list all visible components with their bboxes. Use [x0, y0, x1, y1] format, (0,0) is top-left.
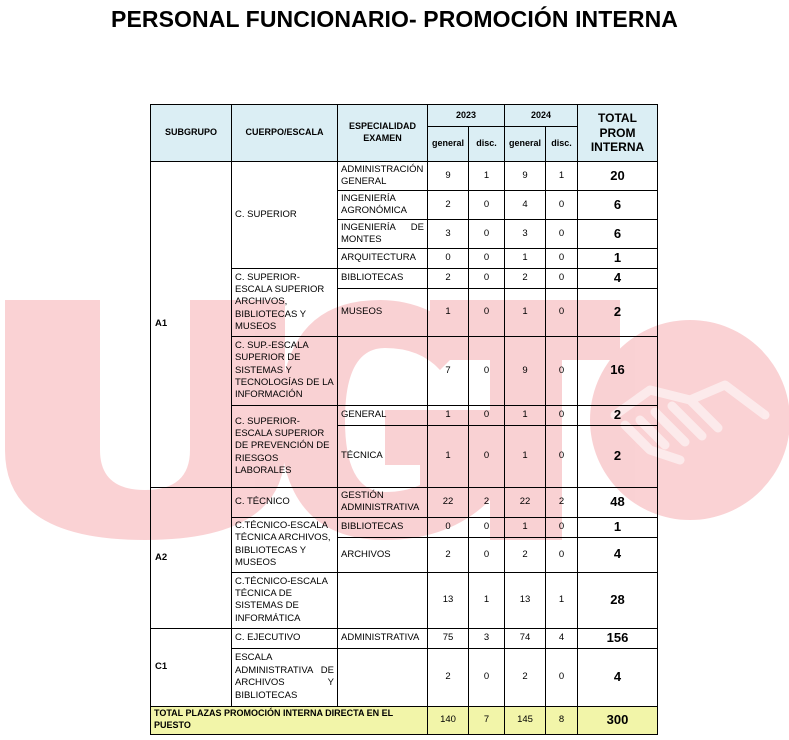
disc-2023-cell: 0 [469, 288, 505, 336]
disc-2024-cell: 0 [546, 249, 578, 269]
disc-2024-cell: 0 [546, 648, 578, 706]
subgroup-c1: C1 [151, 628, 232, 706]
disc-2023-cell: 2 [469, 487, 505, 517]
disc-2024-cell: 0 [546, 288, 578, 336]
disc-2024-cell: 0 [546, 537, 578, 572]
header-total: TOTAL PROM INTERNA [578, 105, 658, 162]
general-2024-cell: 3 [505, 220, 546, 249]
disc-2023-cell: 0 [469, 220, 505, 249]
general-2023-cell: 3 [428, 220, 469, 249]
general-2023-cell: 1 [428, 425, 469, 487]
general-2023-cell: 7 [428, 336, 469, 405]
general-2024-cell: 9 [505, 336, 546, 405]
cuerpo-c-superior: C. SUPERIOR [232, 162, 338, 269]
general-2024-cell: 9 [505, 162, 546, 191]
especialidad-cell: BIBLIOTECAS [338, 517, 428, 537]
footer-disc-2023: 7 [469, 706, 505, 734]
especialidad-cell: BIBLIOTECAS [338, 268, 428, 288]
cuerpo-c-superior-archivos: C. SUPERIOR-ESCALA SUPERIOR ARCHIVOS, BIBLIOTECAS Y MUSEOS [232, 268, 338, 336]
total-cell: 156 [578, 628, 658, 648]
cuerpo-c-sup-sistemas: C. SUP.-ESCALA SUPERIOR DE SISTEMAS Y TECNOLOGÍAS DE LA INFORMACIÓN [232, 336, 338, 405]
general-2024-cell: 22 [505, 487, 546, 517]
footer-general-2024: 145 [505, 706, 546, 734]
disc-2023-cell: 0 [469, 268, 505, 288]
footer-label: TOTAL PLAZAS PROMOCIÓN INTERNA DIRECTA EN EL PUESTO [151, 706, 428, 734]
total-cell: 20 [578, 162, 658, 191]
disc-2023-cell: 0 [469, 405, 505, 425]
total-cell: 4 [578, 648, 658, 706]
especialidad-cell: TÉCNICA [338, 425, 428, 487]
header-year-2024: 2024 [505, 105, 578, 127]
subgroup-a1: A1 [151, 162, 232, 488]
general-2024-cell: 2 [505, 648, 546, 706]
disc-2023-cell: 0 [469, 517, 505, 537]
header-especialidad: ESPECIALIDAD EXAMEN [338, 105, 428, 162]
general-2023-cell: 22 [428, 487, 469, 517]
cuerpo-escala-admin: ESCALA ADMINISTRATIVA DE ARCHIVOS Y BIBLIOTECAS [232, 648, 338, 706]
especialidad-cell [338, 336, 428, 405]
disc-2024-cell: 0 [546, 220, 578, 249]
disc-2023-cell: 3 [469, 628, 505, 648]
total-cell: 4 [578, 537, 658, 572]
especialidad-cell: INGENIERÍA DE MONTES [338, 220, 428, 249]
cuerpo-c-superior-prevencion: C. SUPERIOR-ESCALA SUPERIOR DE PREVENCIÓN DE RIESGOS LABORALES [232, 405, 338, 487]
disc-2023-cell: 0 [469, 249, 505, 269]
table-row [151, 628, 658, 648]
total-cell: 6 [578, 191, 658, 220]
especialidad-cell: ARCHIVOS [338, 537, 428, 572]
cuerpo-c-tecnico-sistemas: C.TÉCNICO-ESCALA TÉCNICA DE SISTEMAS DE INFORMÁTICA [232, 572, 338, 628]
especialidad-cell [338, 572, 428, 628]
general-2023-cell: 13 [428, 572, 469, 628]
total-cell: 2 [578, 288, 658, 336]
general-2023-cell: 9 [428, 162, 469, 191]
subgroup-a2: A2 [151, 487, 232, 628]
cuerpo-c-tecnico-archivos: C.TÉCNICO-ESCALA TÉCNICA ARCHIVOS, BIBLIOTECAS Y MUSEOS [232, 517, 338, 572]
disc-2024-cell: 1 [546, 572, 578, 628]
disc-2024-cell: 0 [546, 425, 578, 487]
disc-2024-cell: 4 [546, 628, 578, 648]
footer-total: 300 [578, 706, 658, 734]
header-subgrupo: SUBGRUPO [151, 105, 232, 162]
especialidad-cell: ARQUITECTURA [338, 249, 428, 269]
footer-disc-2024: 8 [546, 706, 578, 734]
disc-2024-cell: 0 [546, 336, 578, 405]
total-cell: 16 [578, 336, 658, 405]
disc-2023-cell: 1 [469, 572, 505, 628]
disc-2023-cell: 0 [469, 191, 505, 220]
footer-general-2023: 140 [428, 706, 469, 734]
footer-total-row [151, 706, 658, 734]
general-2024-cell: 1 [505, 249, 546, 269]
general-2023-cell: 75 [428, 628, 469, 648]
page-title: PERSONAL FUNCIONARIO- PROMOCIÓN INTERNA [111, 6, 678, 32]
header-year-2023: 2023 [428, 105, 505, 127]
total-cell: 1 [578, 517, 658, 537]
total-cell: 48 [578, 487, 658, 517]
disc-2023-cell: 1 [469, 162, 505, 191]
general-2023-cell: 0 [428, 517, 469, 537]
especialidad-cell: GESTIÓN ADMINISTRATIVA [338, 487, 428, 517]
general-2023-cell: 1 [428, 288, 469, 336]
especialidad-cell: MUSEOS [338, 288, 428, 336]
disc-2024-cell: 0 [546, 517, 578, 537]
general-2023-cell: 1 [428, 405, 469, 425]
cuerpo-c-tecnico: C. TÉCNICO [232, 487, 338, 517]
disc-2024-cell: 0 [546, 191, 578, 220]
general-2024-cell: 1 [505, 405, 546, 425]
header-cuerpo: CUERPO/ESCALA [232, 105, 338, 162]
cuerpo-c-ejecutivo: C. EJECUTIVO [232, 628, 338, 648]
general-2024-cell: 4 [505, 191, 546, 220]
especialidad-cell: ADMINISTRACIÓN GENERAL [338, 162, 428, 191]
promotion-table [150, 104, 658, 735]
general-2023-cell: 0 [428, 249, 469, 269]
table-row [151, 162, 658, 191]
general-2024-cell: 2 [505, 268, 546, 288]
disc-2024-cell: 0 [546, 268, 578, 288]
general-2023-cell: 2 [428, 191, 469, 220]
disc-2023-cell: 0 [469, 537, 505, 572]
especialidad-cell [338, 648, 428, 706]
disc-2023-cell: 0 [469, 425, 505, 487]
general-2023-cell: 2 [428, 648, 469, 706]
general-2024-cell: 74 [505, 628, 546, 648]
header-general-2023: general [428, 127, 469, 162]
especialidad-cell: GENERAL [338, 405, 428, 425]
general-2023-cell: 2 [428, 268, 469, 288]
header-disc-2024: disc. [546, 127, 578, 162]
table-row [151, 487, 658, 517]
general-2023-cell: 2 [428, 537, 469, 572]
total-cell: 1 [578, 249, 658, 269]
total-cell: 4 [578, 268, 658, 288]
total-cell: 28 [578, 572, 658, 628]
disc-2023-cell: 0 [469, 648, 505, 706]
general-2024-cell: 1 [505, 425, 546, 487]
disc-2024-cell: 0 [546, 405, 578, 425]
general-2024-cell: 2 [505, 537, 546, 572]
especialidad-cell: INGENIERÍA AGRONÓMICA [338, 191, 428, 220]
general-2024-cell: 1 [505, 517, 546, 537]
disc-2024-cell: 1 [546, 162, 578, 191]
total-cell: 6 [578, 220, 658, 249]
header-row-1 [151, 105, 658, 127]
disc-2024-cell: 2 [546, 487, 578, 517]
disc-2023-cell: 0 [469, 336, 505, 405]
general-2024-cell: 1 [505, 288, 546, 336]
header-disc-2023: disc. [469, 127, 505, 162]
especialidad-cell: ADMINISTRATIVA [338, 628, 428, 648]
general-2024-cell: 13 [505, 572, 546, 628]
total-cell: 2 [578, 405, 658, 425]
total-cell: 2 [578, 425, 658, 487]
header-general-2024: general [505, 127, 546, 162]
